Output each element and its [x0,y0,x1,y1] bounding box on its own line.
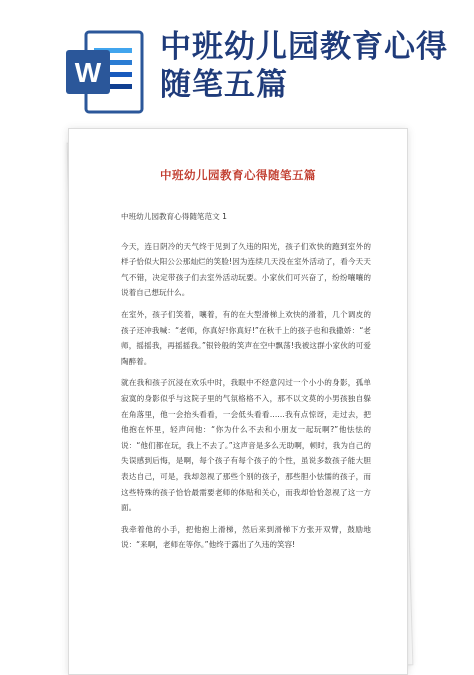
document-title: 中班幼儿园教育心得随笔五篇 [160,168,316,182]
paragraph-3: 就在我和孩子沉浸在欢乐中时，我眼中不经意闪过一个小小的身影，孤单寂寞的身影似乎与这院子里的气氛格格不入，那不以文莫的小男孩独自躲在角落里，他一会抬头看看，一会低头看看……我有点惊讶，走过去，把他抱在怀里，轻声问他：“你为什么不去和小朋友一起玩啊?”他怯怯的说：“他们都在玩，我上不去了。”这声音是多么无助啊，顿时，我为自己的失误感到后悔，是啊，每个孩子有每个孩子的个性，虽说多数孩子能大胆表达自己，可是，我却忽视了那些个别的孩子，那些胆小怯懦的孩子，而这些特殊的孩子恰恰最需要老师的体贴和关心，而我却恰恰忽视了这一方面。 [121,378,371,513]
header-title: 中班幼儿园教育心得随笔五篇 [160,29,448,103]
word-document-icon [64,28,146,116]
paragraph-1: 今天，连日阴冷的天气终于见到了久违的阳光，孩子们欢快的跑到室外的样子恰似大阳公公那灿烂的笑脸!因为连续几天没在室外活动了，看今天天气不错，决定带孩子们去室外活动玩要。小家伙们可兴奋了，纷纷嚷嚷的说着自己想玩什么。 [121,241,371,298]
document-subtitle: 中班幼儿园教育心得随笔范文 1 [121,212,227,221]
word-icon-letter: W [74,57,102,88]
document-page [68,128,408,675]
paragraph-2: 在室外，孩子们笑着，嚷着，有的在大型滑梯上欢快的滑着，几个调皮的孩子还冲我喊：“老师，你真好!你真好!”在秋千上的孩子也和我撒娇：“老师，摇摇我，再摇摇我。”银铃般的笑声在空中飘荡!我被这群小家伙的可爱陶醉着。 [121,309,371,366]
document-body [121,209,371,559]
paragraph-4: 我牵着他的小手，把他抱上滑梯，然后来到滑梯下方张开双臂，鼓励地说：“来啊，老师在等你。”他终于露出了久违的笑容! [121,524,371,550]
